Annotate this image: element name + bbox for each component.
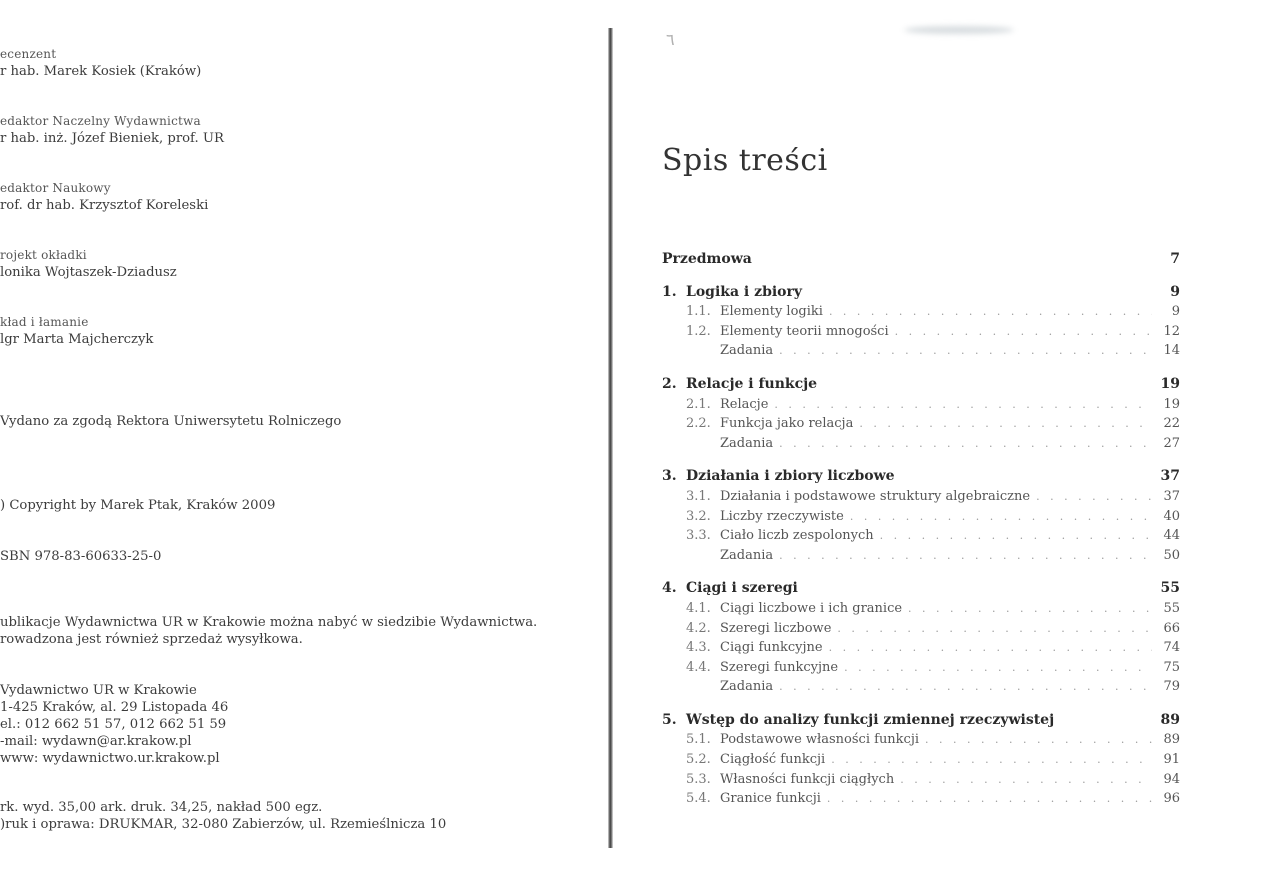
toc-chapter-title: Relacje i funkcje bbox=[686, 375, 818, 392]
toc-section-title: Podstawowe własności funkcji bbox=[720, 732, 920, 748]
book-spine bbox=[608, 28, 613, 848]
scientific-editor-name: rof. dr hab. Krzysztof Koreleski bbox=[0, 198, 209, 213]
print-info bbox=[0, 799, 446, 833]
toc-section-title: Zadania bbox=[720, 547, 774, 563]
table-of-contents bbox=[662, 250, 1180, 809]
toc-section-number: 5.1. bbox=[686, 732, 711, 748]
toc-section-title: Funkcja jako relacja bbox=[720, 416, 854, 432]
toc-section-page: 19 bbox=[1163, 396, 1180, 412]
toc-section-row[interactable] bbox=[662, 638, 1180, 658]
toc-dot-leader bbox=[900, 770, 1152, 789]
toc-section-title: Szeregi funkcyjne bbox=[720, 659, 839, 675]
toc-dot-leader bbox=[859, 414, 1152, 433]
reviewer-block bbox=[0, 46, 201, 80]
toc-section-number: 4.2. bbox=[686, 620, 711, 636]
toc-section-title: Ciągi liczbowe i ich granice bbox=[720, 600, 903, 616]
toc-section-page: 22 bbox=[1163, 416, 1180, 432]
toc-chapter-number: 1. bbox=[662, 283, 677, 300]
toc-section-page: 66 bbox=[1163, 620, 1180, 636]
toc-section-row[interactable] bbox=[662, 599, 1180, 619]
toc-section-title: Elementy teorii mnogości bbox=[720, 323, 889, 339]
toc-dot-leader bbox=[779, 546, 1152, 565]
toc-section-number: 4.1. bbox=[686, 600, 711, 616]
toc-section-number: 3.1. bbox=[686, 488, 711, 504]
toc-section-row[interactable] bbox=[662, 677, 1180, 697]
scientific-editor-block bbox=[0, 180, 208, 214]
toc-dot-leader bbox=[779, 677, 1152, 696]
toc-preface-title: Przedmowa bbox=[662, 251, 752, 267]
scientific-editor-role: edaktor Naukowy bbox=[0, 181, 111, 195]
toc-section-title: Ciągłość funkcji bbox=[720, 752, 826, 768]
toc-section-title: Liczby rzeczywiste bbox=[720, 508, 844, 524]
chief-editor-name: r hab. inż. Józef Bieniek, prof. UR bbox=[0, 131, 224, 146]
publisher-contact bbox=[0, 682, 228, 767]
toc-section-title: Zadania bbox=[720, 435, 774, 451]
toc-chapter-row[interactable] bbox=[662, 711, 1180, 731]
toc-chapter-title: Logika i zbiory bbox=[686, 283, 803, 300]
corner-mark: ٦ bbox=[666, 30, 675, 49]
toc-gap bbox=[662, 697, 1180, 711]
toc-section-title: Ciało liczb zespolonych bbox=[720, 528, 874, 544]
toc-section-page: 50 bbox=[1163, 547, 1180, 563]
toc-dot-leader bbox=[831, 750, 1152, 769]
toc-section-page: 94 bbox=[1163, 771, 1180, 787]
toc-dot-leader bbox=[779, 434, 1152, 453]
toc-chapter-page: 9 bbox=[1170, 283, 1180, 300]
page-title: Spis treści bbox=[662, 143, 828, 178]
print-sheets: rk. wyd. 35,00 ark. druk. 34,25, nakład 500 egz. bbox=[0, 800, 323, 815]
toc-chapter-page: 19 bbox=[1160, 375, 1180, 392]
publisher-www: www: wydawnictwo.ur.krakow.pl bbox=[0, 751, 220, 766]
reviewer-role: ecenzent bbox=[0, 47, 57, 61]
toc-section-number: 4.4. bbox=[686, 659, 711, 675]
toc-chapter-row[interactable] bbox=[662, 467, 1180, 487]
publisher-email: -mail: wydawn@ar.krakow.pl bbox=[0, 734, 192, 749]
typesetting-name: lgr Marta Majcherczyk bbox=[0, 332, 154, 347]
toc-section-row[interactable] bbox=[662, 434, 1180, 454]
toc-gap bbox=[662, 270, 1180, 283]
toc-gap bbox=[662, 453, 1180, 467]
isbn-note bbox=[0, 548, 161, 565]
toc-section-number: 1.1. bbox=[686, 304, 711, 320]
toc-chapter-row[interactable] bbox=[662, 579, 1180, 599]
toc-chapter-row[interactable] bbox=[662, 283, 1180, 303]
toc-dot-leader bbox=[925, 730, 1152, 749]
typesetting-block bbox=[0, 314, 153, 348]
toc-section-page: 91 bbox=[1163, 752, 1180, 768]
sales-line-1: ublikacje Wydawnictwa UR w Krakowie można nabyć w siedzibie Wydawnictwa. bbox=[0, 615, 538, 630]
toc-section-page: 55 bbox=[1163, 600, 1180, 616]
toc-chapter-number: 5. bbox=[662, 711, 677, 728]
toc-section-number: 5.4. bbox=[686, 791, 711, 807]
printer-info: )ruk i oprawa: DRUKMAR, 32-080 Zabierzów, ul. Rzemieślnicza 10 bbox=[0, 817, 447, 832]
toc-section-number: 3.3. bbox=[686, 528, 711, 544]
toc-section-number: 2.1. bbox=[686, 396, 711, 412]
chief-editor-block bbox=[0, 113, 224, 147]
toc-section-page: 40 bbox=[1163, 508, 1180, 524]
toc-dot-leader bbox=[837, 619, 1152, 638]
toc-section-row[interactable] bbox=[662, 487, 1180, 507]
toc-section-row[interactable] bbox=[662, 789, 1180, 809]
toc-section-number: 5.2. bbox=[686, 752, 711, 768]
toc-section-title: Granice funkcji bbox=[720, 791, 821, 807]
sales-note bbox=[0, 614, 537, 648]
toc-chapter-number: 2. bbox=[662, 375, 677, 392]
toc-section-row[interactable] bbox=[662, 770, 1180, 790]
toc-preface-row[interactable] bbox=[662, 250, 1180, 270]
toc-section-title: Własności funkcji ciągłych bbox=[720, 771, 895, 787]
isbn-text: SBN 978-83-60633-25-0 bbox=[0, 549, 162, 564]
toc-section-row[interactable] bbox=[662, 619, 1180, 639]
toc-section-row[interactable] bbox=[662, 341, 1180, 361]
toc-dot-leader bbox=[1036, 487, 1152, 506]
toc-section-page: 79 bbox=[1163, 679, 1180, 695]
toc-chapter-page: 37 bbox=[1160, 468, 1180, 485]
toc-section-row[interactable] bbox=[662, 658, 1180, 678]
typesetting-role: kład i łamanie bbox=[0, 315, 89, 329]
toc-dot-leader bbox=[829, 638, 1152, 657]
toc-section-title: Ciągi funkcyjne bbox=[720, 640, 823, 656]
reviewer-name: r hab. Marek Kosiek (Kraków) bbox=[0, 64, 202, 79]
cover-design-block bbox=[0, 247, 177, 281]
toc-section-page: 44 bbox=[1163, 528, 1180, 544]
copyright-text: ) Copyright by Marek Ptak, Kraków 2009 bbox=[0, 498, 276, 513]
toc-section-number: 1.2. bbox=[686, 323, 711, 339]
toc-section-page: 75 bbox=[1163, 659, 1180, 675]
toc-section-number: 3.2. bbox=[686, 508, 711, 524]
toc-dot-leader bbox=[829, 302, 1152, 321]
publisher-address: 1-425 Kraków, al. 29 Listopada 46 bbox=[0, 700, 229, 715]
toc-section-number: 2.2. bbox=[686, 416, 711, 432]
toc-dot-leader bbox=[779, 341, 1152, 360]
toc-section-row[interactable] bbox=[662, 730, 1180, 750]
toc-section-title: Zadania bbox=[720, 679, 774, 695]
toc-section-row[interactable] bbox=[662, 414, 1180, 434]
toc-chapter-page: 55 bbox=[1160, 580, 1180, 597]
toc-dot-leader bbox=[880, 526, 1152, 545]
toc-chapter-row[interactable] bbox=[662, 375, 1180, 395]
toc-chapter-title: Ciągi i szeregi bbox=[686, 580, 798, 597]
chief-editor-role: edaktor Naczelny Wydawnictwa bbox=[0, 114, 201, 128]
toc-dot-leader bbox=[850, 507, 1152, 526]
toc-section-number: 4.3. bbox=[686, 640, 711, 656]
toc-preface-page: 7 bbox=[1170, 251, 1180, 267]
toc-section-title: Relacje bbox=[720, 396, 769, 412]
toc-section-page: 14 bbox=[1163, 343, 1180, 359]
toc-dot-leader bbox=[827, 789, 1152, 808]
copyright-note bbox=[0, 497, 275, 514]
toc-section-title: Szeregi liczbowe bbox=[720, 620, 832, 636]
toc-chapter-number: 3. bbox=[662, 468, 677, 485]
toc-gap bbox=[662, 361, 1180, 375]
toc-chapter-title: Wstęp do analizy funkcji zmiennej rzeczywistej bbox=[686, 711, 1055, 728]
approval-text: Vydano za zgodą Rektora Uniwersytetu Rolniczego bbox=[0, 414, 342, 429]
scan-smudge bbox=[904, 26, 1014, 34]
toc-section-page: 89 bbox=[1163, 732, 1180, 748]
toc-section-row[interactable] bbox=[662, 750, 1180, 770]
toc-section-row[interactable] bbox=[662, 302, 1180, 322]
toc-dot-leader bbox=[774, 395, 1152, 414]
toc-section-page: 12 bbox=[1163, 323, 1180, 339]
toc-section-row[interactable] bbox=[662, 526, 1180, 546]
cover-design-role: rojekt okładki bbox=[0, 248, 87, 262]
toc-page bbox=[614, 0, 1263, 893]
toc-section-page: 96 bbox=[1163, 791, 1180, 807]
toc-section-page: 37 bbox=[1163, 488, 1180, 504]
toc-chapter-page: 89 bbox=[1160, 711, 1180, 728]
toc-dot-leader bbox=[895, 322, 1152, 341]
toc-section-row[interactable] bbox=[662, 546, 1180, 566]
sales-line-2: rowadzona jest również sprzedaż wysyłkowa. bbox=[0, 632, 303, 647]
toc-section-row[interactable] bbox=[662, 507, 1180, 527]
toc-dot-leader bbox=[844, 658, 1152, 677]
toc-gap bbox=[662, 565, 1180, 579]
toc-section-page: 27 bbox=[1163, 435, 1180, 451]
approval-note bbox=[0, 413, 341, 430]
toc-section-page: 74 bbox=[1163, 640, 1180, 656]
toc-section-title: Elementy logiki bbox=[720, 304, 823, 320]
publisher-phone: el.: 012 662 51 57, 012 662 51 59 bbox=[0, 717, 227, 732]
toc-chapter-number: 4. bbox=[662, 580, 677, 597]
toc-section-row[interactable] bbox=[662, 322, 1180, 342]
toc-section-row[interactable] bbox=[662, 395, 1180, 415]
cover-design-name: lonika Wojtaszek-Dziadusz bbox=[0, 265, 177, 280]
imprint-page bbox=[0, 0, 608, 893]
toc-section-title: Działania i podstawowe struktury algebraiczne bbox=[720, 488, 1031, 504]
toc-section-page: 9 bbox=[1171, 304, 1180, 320]
publisher-name: Vydawnictwo UR w Krakowie bbox=[0, 683, 197, 698]
toc-section-number: 5.3. bbox=[686, 771, 711, 787]
toc-section-title: Zadania bbox=[720, 343, 774, 359]
toc-dot-leader bbox=[908, 599, 1152, 618]
toc-chapter-title: Działania i zbiory liczbowe bbox=[686, 468, 895, 485]
